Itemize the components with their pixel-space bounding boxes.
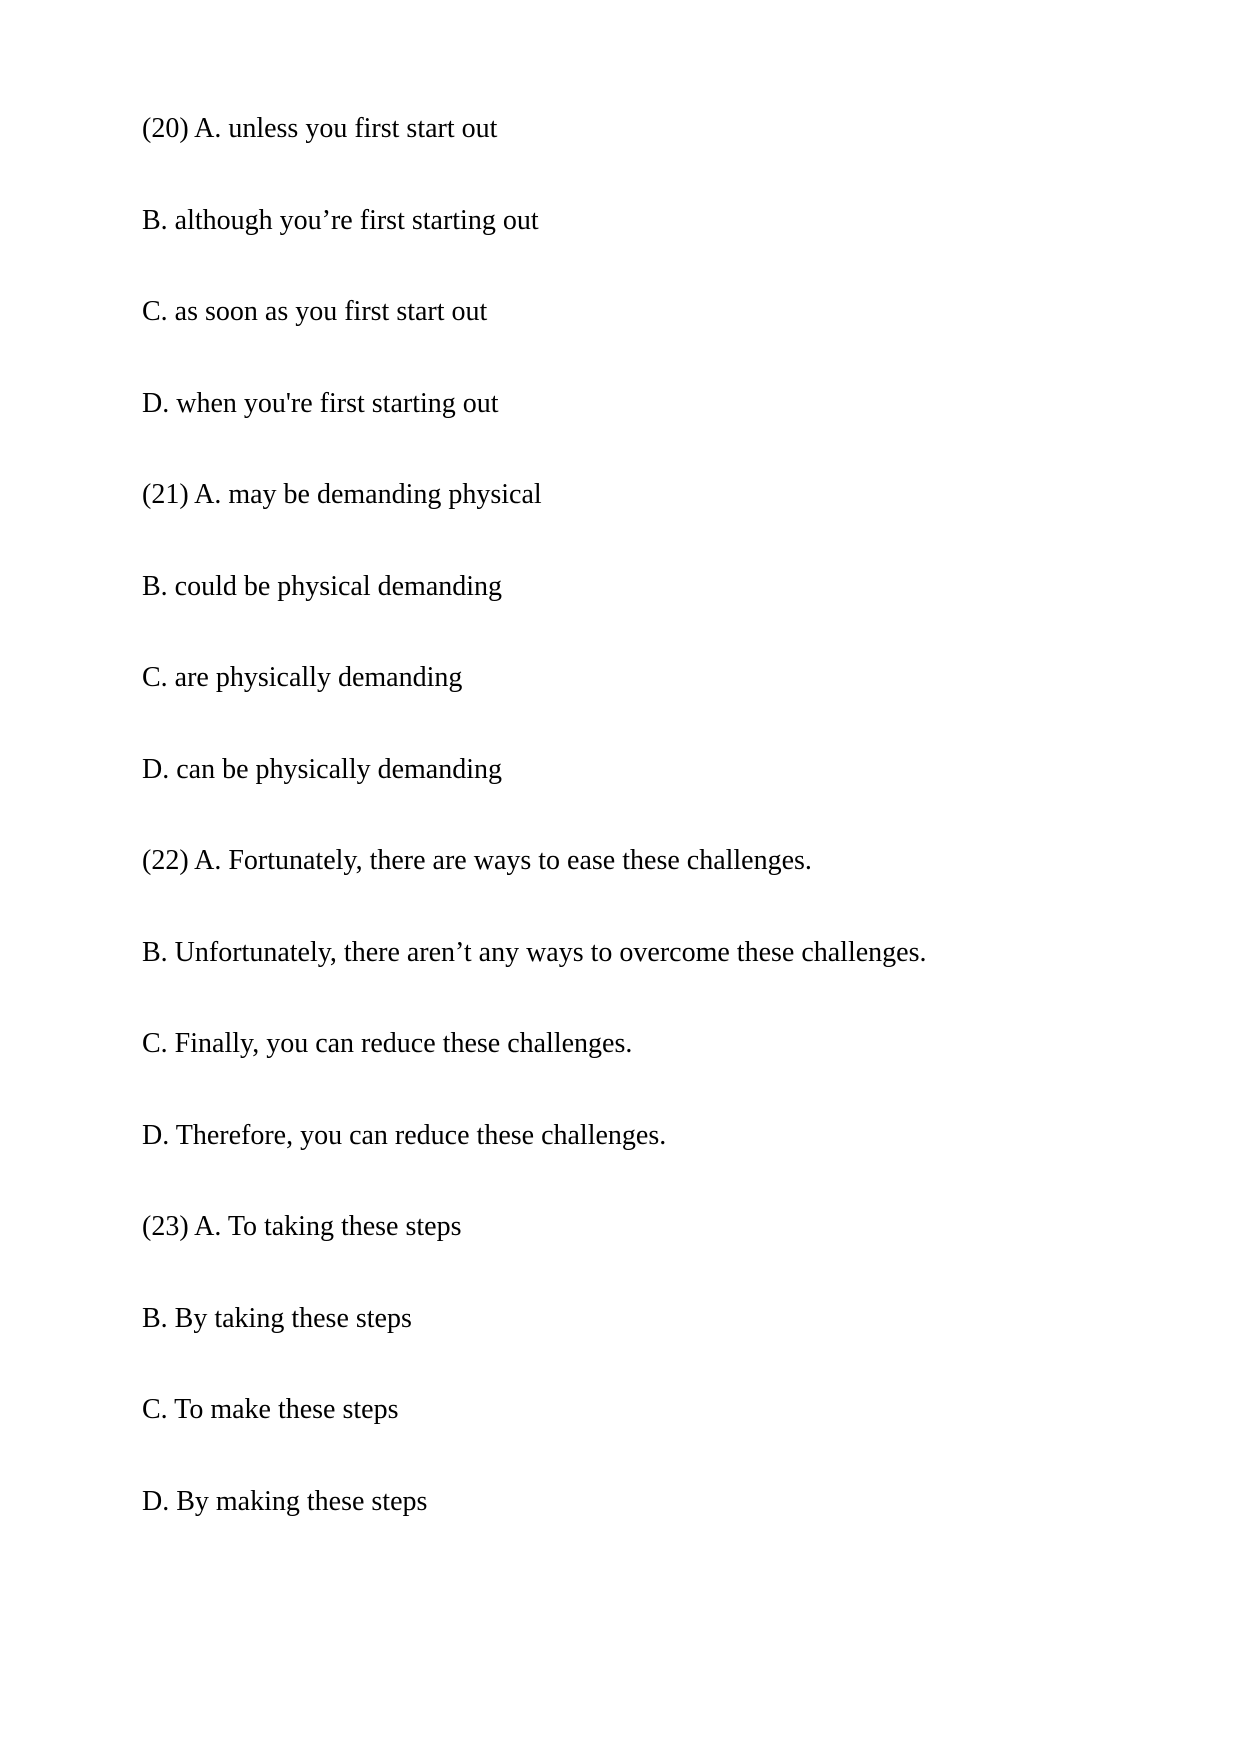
question-23-option-b: B. By taking these steps [142,1302,412,1334]
question-21-option-b: B. could be physical demanding [142,570,503,602]
question-22-option-b: B. Unfortunately, there aren’t any ways to overcome these challenges. [142,936,927,968]
question-22-option-d: D. Therefore, you can reduce these challenges. [142,1119,667,1151]
question-23-options [142,1181,1101,1547]
question-22-options [142,815,1101,1181]
question-21-option-c: C. are physically demanding [142,662,463,693]
question-23-option-a: (23) A. To taking these steps [142,1211,462,1242]
question-23-option-c: C. To make these steps [142,1394,399,1425]
question-21-option-a: (21) A. may be demanding physical [142,479,542,510]
question-22-option-a: (22) A. Fortunately, there are ways to ease these challenges. [142,845,812,876]
question-20-option-c: C. as soon as you first start out [142,296,488,327]
question-21-option-d: D. can be physically demanding [142,753,503,785]
question-23-option-d: D. By making these steps [142,1485,428,1517]
question-20-option-a: (20) A. unless you first start out [142,113,498,144]
question-21-options [142,449,1101,815]
question-20-option-b: B. although you’re first starting out [142,204,539,236]
question-22-option-c: C. Finally, you can reduce these challenges. [142,1028,633,1059]
question-20-option-d: D. when you're first starting out [142,387,499,419]
question-20-options [142,83,1101,449]
